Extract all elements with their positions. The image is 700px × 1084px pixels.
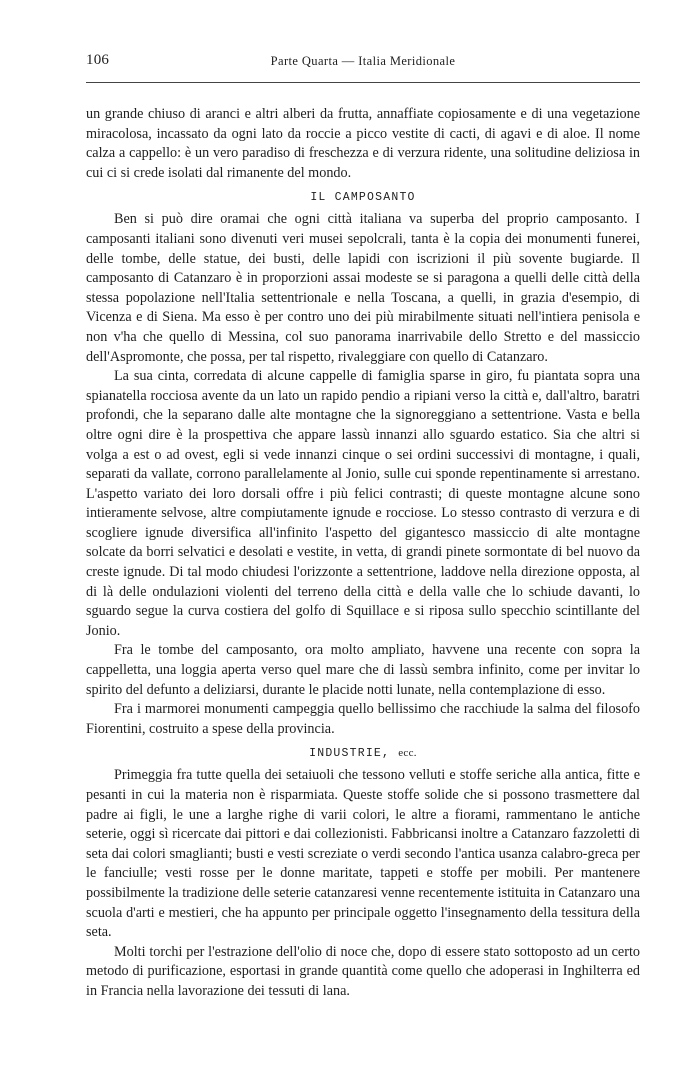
header-rule	[86, 82, 640, 83]
section-heading-camposanto: IL CAMPOSANTO	[310, 191, 416, 205]
section-heading-industrie	[86, 747, 640, 760]
page-number: 106	[86, 52, 110, 68]
camposanto-paragraph-4: Fra i marmorei monumenti campeggia quello bellissimo che racchiude la salma del filosofo Fiorentini, costruito a spese della provincia.	[86, 701, 640, 737]
camposanto-paragraph-2: La sua cinta, corredata di alcune cappelle di famiglia sparse in giro, fu piantata sopra una spianatella rocciosa avente da un lato un rapido pendio a ripiani verso la città e, dall'altro, baratri profondi, che la separano dalle alte montagne che la signoreggiano a settentrione. Vasta e bella oltre ogni dire è la prospettiva che appare lassù innanzi allo sguardo estatico. Sia che altri si volga a est o ad ovest, egli si vede innanzi cinque o sei ordini successivi di montagne, i quali, separati da vallate, corrono parallelamente al Jonio, sulle cui sponde repentinamente si arrestano. L'aspetto variato dei loro dorsali offre i più felici contrasti; di queste montagne alcune sono intieramente selvose, altre compiutamente ignude e rocciose. Lo stesso contrasto di verzura e di scogliere ignude diversifica all'infinito l'aspetto del gigantesco massiccio di alte montagne solcate da borri selvatici e desolati e vestite, in vetta, di grandi pinete sormontate di bel nuovo da creste ignude. Di tal modo chiudesi l'orizzonte a settentrione, laddove nella direzione opposta, al di là delle ondulazioni violenti del terreno della città e della valle che lo schiude davanti, lo sguardo segue la curva costiera del golfo di Squillace e si riposa sullo specchio scintillante del Jonio.	[86, 368, 640, 639]
industrie-paragraph-1: Primeggia fra tutte quella dei setaiuoli che tessono velluti e stoffe seriche alla antica, fitte e pesanti in cui la materia non è risparmiata. Queste stoffe solide che si possono trasmettere dal padre ai figli, le une a larghe righe di varii colori, le altre a fiorami, rammentano le antiche seterie, oggi sì ricercate dai pittori e dai collezionisti. Fabbricansi inoltre a Catanzaro fazzoletti di seta dai colori smaglianti; busti e vesti screziate o verdi secondo l'antica usanza calabro-greca per le fanciulle; vesti rosse per le donne maritate, tappeti e stoffe per mobili. Per mantenere possibilmente la tradizione delle seterie catanzaresi venne recentemente istituita in Catanzaro una scuola d'arti e mestieri, che ha appunto per principale oggetto l'insegnamento della tessitura della seta.	[86, 767, 640, 941]
running-title: Parte Quarta — Italia Meridionale	[270, 54, 456, 68]
camposanto-paragraph-3: Fra le tombe del camposanto, ora molto ampliato, havvene una recente con sopra la cappelletta, una loggia aperta verso quel mare che di lassù sembra infinito, come per invitar lo spirito del defunto a deliziarsi, durante le placide notti lunate, nella contemplazione di esso.	[86, 642, 640, 698]
book-page	[86, 52, 640, 1002]
camposanto-paragraph-1: Ben si può dire oramai che ogni città italiana va superba del proprio camposanto. I camposanti italiani sono divenuti veri musei sepolcrali, tanta è la copia dei monumenti funerei, delle tombe, delle statue, dei busti, delle lapidi con iscrizioni il più sovente bugiarde. Il camposanto di Catanzaro è in proporzioni assai modeste se si paragona a quelli delle città della stessa popolazione nell'Italia settentrionale e nella Toscana, a quelli, in grazia d'esempio, di Vicenza e di Siena. Ma esso è per contro uno dei più mirabilmente situati nell'intiera penisola e non v'ha che quello di Messina, col suo panorama inarrivabile dello Stretto e del massiccio dell'Aspromonte, che possa, per tal rispetto, rivaleggiare con quello di Catanzaro.	[86, 211, 640, 365]
intro-paragraph: un grande chiuso di aranci e altri alberi da frutta, annaffiate copiosamente e di una vegetazione miracolosa, incassato da ogni lato da roccie a picco vestite di cacti, di agavi e di aloe. Il nome calza a cappello: è un vero paradiso di freschezza e di verzura ridente, una solitudine deliziosa in cui ci si crede isolati dal rimanente del mondo.	[86, 106, 640, 181]
industrie-heading-text: INDUSTRIE,	[309, 747, 391, 761]
industrie-heading-suffix: ecc.	[398, 747, 417, 760]
running-head	[86, 52, 640, 78]
industrie-paragraph-2: Molti torchi per l'estrazione dell'olio di noce che, dopo di essere stato sottoposto ad un certo metodo di purificazione, esportasi in grande quantità come quello che adoperasi in Inghilterra ed in Francia nella lavorazione dei tessuti di lana.	[86, 943, 640, 999]
